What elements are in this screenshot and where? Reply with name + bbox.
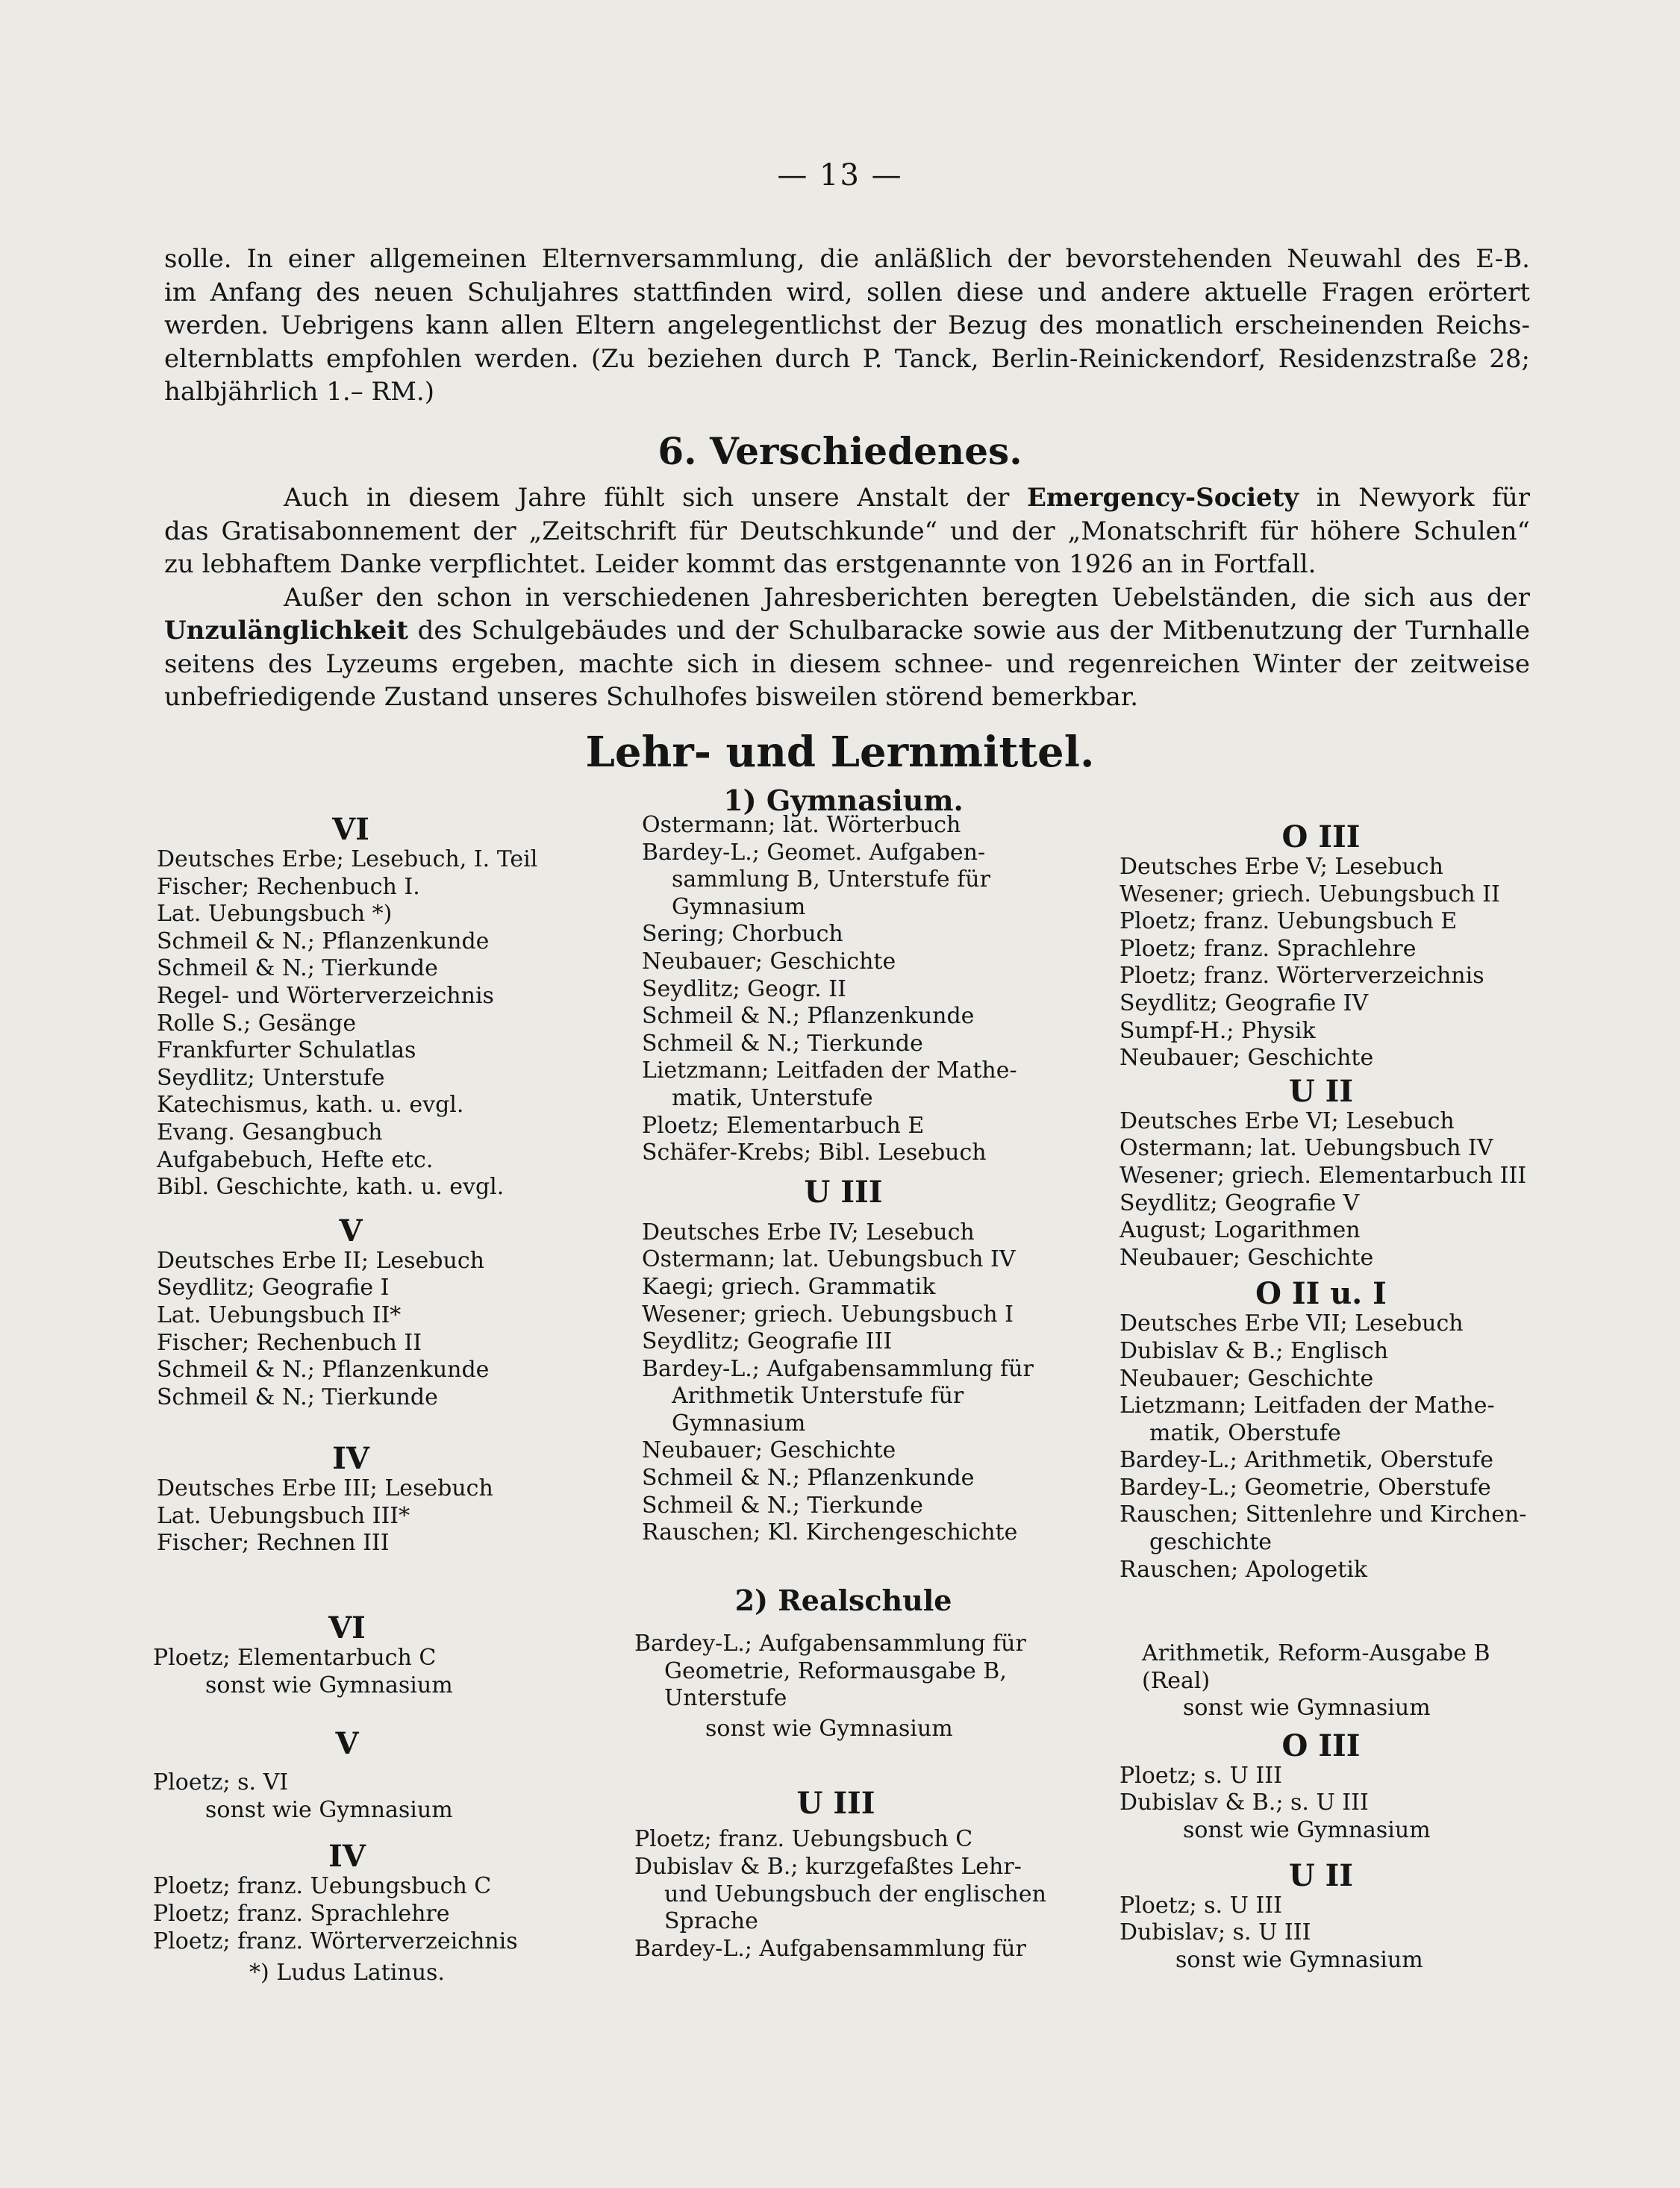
book-item: Dubislav & B.; kurzgefaßtes Lehr- [634,1853,1022,1880]
class-heading: O II u. I [1255,1276,1387,1312]
book-item: sonst wie Gymnasium [205,1796,453,1823]
book-item: (Real) [1142,1667,1211,1694]
class-heading: IV [328,1839,366,1875]
book-item: Dubislav; s. U III [1120,1919,1311,1946]
book-item: Schmeil & N.; Pflanzenkunde [157,1357,490,1384]
book-item: Seydlitz; Geografie V [1120,1190,1360,1216]
subheading-realschule: 2) Realschule [734,1584,952,1617]
book-item: Lietzmann; Leitfaden der Mathe- [642,1057,1017,1084]
book-item: Bardey-L.; Aufgabensammlung für [642,1355,1034,1382]
class-heading: V [335,1726,359,1762]
book-item: sonst wie Gymnasium [705,1715,953,1742]
text-line: zu lebhaftem Danke verpflichtet. Leider kommt das erstgenannte von 1926 an in Fortfall. [164,549,1317,579]
book-item: Deutsches Erbe IV; Lesebuch [642,1219,975,1245]
book-item: Wesener; griech. Uebungsbuch I [642,1301,1014,1328]
book-item: Seydlitz; Unterstufe [157,1064,385,1091]
text-line: seitens des Lyzeums ergeben, machte sich in diesem schnee- und regenreichen Winter der zeitweise [164,648,1530,679]
book-item: Kaegi; griech. Grammatik [642,1273,936,1300]
book-item: sonst wie Gymnasium [1183,1816,1431,1843]
book-item: Gymnasium [672,893,806,920]
book-item: Fischer; Rechenbuch I. [157,873,420,900]
book-item: Schäfer-Krebs; Bibl. Lesebuch [642,1140,987,1166]
class-heading: U III [796,1786,875,1822]
intro-paragraph [164,243,1530,409]
text-line: halbjährlich 1.– RM.) [164,377,434,407]
book-item: Ploetz; franz. Wörterverzeichnis [153,1928,518,1954]
book-item: Seydlitz; Geografie III [642,1328,893,1355]
section-heading-lehrmittel: Lehr- und Lernmittel. [585,728,1095,777]
bold-run: Emergency-Society [1027,483,1299,513]
book-item: Lietzmann; Leitfaden der Mathe- [1120,1392,1495,1419]
book-item: sammlung B, Unterstufe für [672,866,990,893]
book-item: Bardey-L.; Aufgabensammlung für [634,1631,1026,1657]
book-item: Neubauer; Geschichte [642,1437,896,1464]
book-item: Unterstufe [664,1685,787,1712]
book-item: matik, Unterstufe [672,1084,873,1111]
book-item: Bardey-L.; Geometrie, Oberstufe [1120,1474,1491,1501]
book-item: Bibl. Geschichte, kath. u. evgl. [157,1174,505,1201]
book-item: Schmeil & N.; Pflanzenkunde [642,1465,975,1492]
book-item: geschichte [1149,1529,1273,1556]
book-item: Sumpf-H.; Physik [1120,1017,1316,1044]
book-item: Wesener; griech. Elementarbuch III [1120,1162,1527,1189]
bold-run: Unzulänglichkeit [164,616,408,646]
section-heading-verschiedenes: 6. Verschiedenes. [658,429,1022,473]
verschiedenes-paragraph [164,481,1530,714]
book-item: Ploetz; Elementarbuch C [153,1645,437,1671]
book-item: Fischer; Rechenbuch II [157,1329,422,1356]
book-item: Deutsches Erbe II; Lesebuch [157,1247,484,1274]
book-item: Dubislav & B.; Englisch [1120,1337,1389,1364]
book-item: Schmeil & N.; Tierkunde [157,1384,438,1410]
text-run: Auch in diesem Jahre fühlt sich unsere Anstalt der [284,483,1028,513]
book-item: Frankfurter Schulatlas [157,1037,416,1064]
realschule-column-1 [153,1612,541,1987]
book-item: Rolle S.; Gesänge [157,1010,357,1037]
book-item: Neubauer; Geschichte [642,948,896,975]
book-item: Ploetz; franz. Sprachlehre [153,1900,450,1927]
book-item: Fischer; Rechnen III [157,1530,390,1557]
book-item: August; Logarithmen [1120,1217,1361,1244]
class-heading: V [339,1213,363,1248]
book-item: matik, Oberstufe [1149,1419,1341,1446]
book-item: Seydlitz; Geogr. II [642,975,846,1002]
book-item: Ploetz; s. U III [1120,1762,1282,1789]
book-item: Lat. Uebungsbuch II* [157,1301,402,1328]
book-item: Deutsches Erbe III; Lesebuch [157,1475,493,1502]
book-item: sonst wie Gymnasium [1183,1695,1431,1722]
text-line: das Gratisabonnement der „Zeitschrift für Deutschkunde“ und der „Monatschrift für höhere Schulen“ [164,516,1530,546]
book-item: Schmeil & N.; Pflanzenkunde [157,928,490,954]
book-item: Schmeil & N.; Tierkunde [642,1030,923,1057]
book-item: Katechismus, kath. u. evgl. [157,1092,464,1119]
text-line: solle. In einer allgemeinen Elternversammlung, die anläßlich der bevorstehenden Neuwahl des E-B. [164,244,1530,274]
book-item: Schmeil & N.; Tierkunde [642,1492,923,1519]
book-item: Ploetz; s. VI [153,1769,289,1796]
book-item: Wesener; griech. Uebungsbuch II [1120,881,1500,907]
book-item: Rauschen; Kl. Kirchengeschichte [642,1519,1018,1546]
book-item: Ploetz; s. U III [1120,1892,1282,1919]
book-item: Evang. Gesangbuch [157,1119,383,1145]
text-line: im Anfang des neuen Schuljahres stattfinden wird, sollen diese und andere aktuelle Fragen erörtert [164,277,1530,307]
book-item: Sprache [664,1908,758,1935]
book-item: Deutsches Erbe V; Lesebuch [1120,854,1443,880]
book-item: Neubauer; Geschichte [1120,1045,1374,1072]
book-item: Seydlitz; Geografie I [157,1275,390,1301]
class-heading: U III [804,1174,883,1210]
subheading-gymnasium: 1) Gymnasium. [723,784,964,817]
book-item: Arithmetik Unterstufe für [672,1383,964,1410]
book-item: Rauschen; Sittenlehre und Kirchen- [1120,1501,1527,1528]
book-item: Lat. Uebungsbuch *) [157,901,393,928]
book-item: und Uebungsbuch der englischen [664,1881,1046,1907]
book-item: Arithmetik, Reform-Ausgabe B [1142,1640,1490,1666]
book-item: Lat. Uebungsbuch III* [157,1502,410,1529]
book-item: Bardey-L.; Arithmetik, Oberstufe [1120,1447,1494,1474]
text-line: elternblatts empfohlen werden. (Zu beziehen durch P. Tanck, Berlin-Reinickendorf, Residenzstraße 28; [164,343,1530,374]
book-item: Schmeil & N.; Tierkunde [157,955,438,982]
book-item: sonst wie Gymnasium [1175,1946,1423,1973]
text-run: des Schulgebäudes und der Schulbaracke sowie aus der Mitbenutzung der Turnhalle [407,616,1530,646]
class-heading: VI [332,812,369,847]
book-item: Neubauer; Geschichte [1120,1244,1374,1271]
book-item: Dubislav & B.; s. U III [1120,1790,1369,1816]
book-item: Aufgabebuch, Hefte etc. [157,1146,434,1173]
book-item: Deutsches Erbe; Lesebuch, I. Teil [157,846,538,872]
book-item: Ostermann; lat. Uebungsbuch IV [1120,1135,1493,1162]
book-item: Ploetz; Elementarbuch E [642,1112,925,1139]
book-item: Bardey-L.; Aufgabensammlung für [634,1935,1026,1962]
book-item: Ostermann; lat. Uebungsbuch IV [642,1246,1016,1273]
book-item: Seydlitz; Geografie IV [1120,990,1369,1016]
realschule-column-2 [634,1631,1046,1963]
text-line: unbefriedigende Zustand unseres Schulhofes bisweilen störend bemerkbar. [164,682,1139,712]
page-number: — 13 — [777,158,903,193]
book-item: Gymnasium [672,1410,806,1437]
text-line [164,614,1530,648]
book-item: Bardey-L.; Geomet. Aufgaben- [642,839,986,866]
gymnasium-column-2 [642,812,1045,1547]
class-heading: VI [328,1610,366,1645]
class-heading: O III [1281,1728,1361,1763]
book-item: Rauschen; Apologetik [1120,1556,1368,1583]
book-item: sonst wie Gymnasium [205,1672,453,1698]
class-heading: IV [332,1441,369,1477]
book-item: Neubauer; Geschichte [1120,1365,1374,1392]
text-line: Außer den schon in verschiedenen Jahresberichten beregten Uebelständen, die sich aus der [284,582,1530,613]
book-item: Ploetz; franz. Uebungsbuch C [634,1826,973,1853]
book-item: Sering; Chorbuch [642,921,843,948]
book-item: Deutsches Erbe VI; Lesebuch [1120,1107,1455,1134]
book-item: Deutsches Erbe VII; Lesebuch [1120,1310,1464,1337]
gymnasium-column-1 [157,813,545,1557]
book-item: Regel- und Wörterverzeichnis [157,982,494,1009]
text-line [164,481,1530,515]
book-item: Schmeil & N.; Pflanzenkunde [642,1003,975,1030]
book-item: Ploetz; franz. Sprachlehre [1120,935,1417,962]
footnote: *) Ludus Latinus. [249,1960,445,1987]
text-line: werden. Uebrigens kann allen Eltern angelegentlichst der Bezug des monatlich erscheinenden Reichs- [164,310,1530,340]
book-item: Ploetz; franz. Uebungsbuch C [153,1873,492,1900]
gymnasium-column-3 [1120,819,1527,1584]
book-item: Ostermann; lat. Wörterbuch [642,812,961,838]
class-heading: U II [1288,1857,1354,1893]
book-item: Ploetz; franz. Wörterverzeichnis [1120,963,1484,990]
text-run: in Newyork für [1299,483,1530,513]
realschule-column-3 [1120,1640,1523,1974]
book-item: Ploetz; franz. Uebungsbuch E [1120,908,1458,935]
class-heading: O III [1281,819,1361,854]
class-heading: U II [1288,1073,1354,1109]
book-item: Geometrie, Reformausgabe B, [664,1657,1007,1684]
